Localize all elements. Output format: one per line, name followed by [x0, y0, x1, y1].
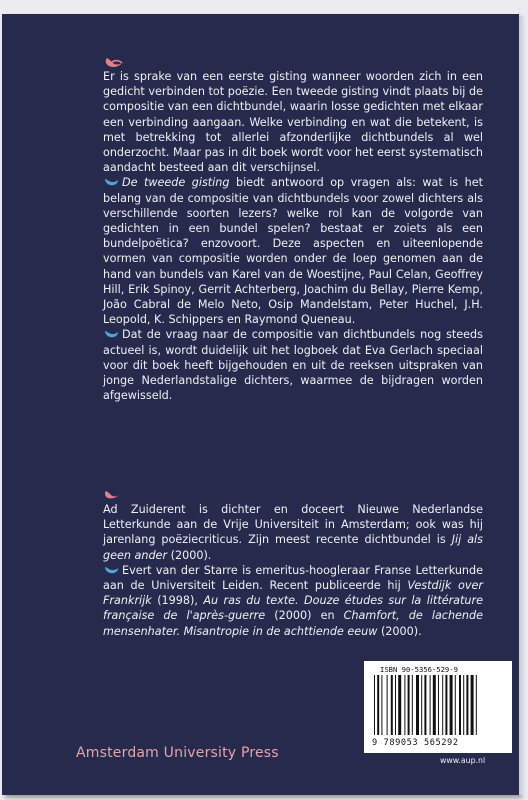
bio-zuiderent-book-title: Jij als geen ander	[103, 533, 483, 562]
book-title-italic: De tweede gisting	[122, 176, 230, 190]
blurb-paragraph-3	[103, 327, 483, 403]
blurb-text	[103, 57, 483, 403]
pink-drop-mark-icon	[103, 490, 483, 501]
bio-starre-text-b: (1998),	[151, 594, 204, 608]
website-url: www.aup.nl	[440, 756, 486, 765]
blue-drop-mark-icon	[103, 564, 119, 574]
bio-zuiderent-year: (2000).	[167, 548, 212, 562]
isbn-label: ISBN 90-5356-529-9	[380, 665, 458, 674]
bio-starre-text-a: Evert van der Starre is emeritus-hoogleraar Franse Letterkunde aan de Universiteit Leiden. Recent publiceerde hij	[103, 563, 483, 593]
blue-drop-mark-icon	[103, 328, 119, 338]
blurb-paragraph-2-text: biedt antwoord op vragen als: wat is het belang van de compositie van dichtbundels voor zowel dichters als verschillende soorten lezers? welke rol kan de volgorde van gedichten in een bundel spelen? bestaat er zoiets als een bundelpoëtica? enzovoort. Deze aspecten en uiteenlopende vormen van compositie worden onder de loep genomen aan de hand van bundels van Karel van de Woestijne, Paul Celan, Geoffrey Hill, Erik Spinoy, Gerrit Achterberg, Joachim du Bellay, Pierre Kemp, João Cabral de Melo Neto, Osip Mandelstam, Peter Huchel, J.H. Leopold, K. Schippers en Raymond Queneau.	[103, 176, 483, 327]
bio-starre-title-1: Vestdijk over Frankrijk	[103, 579, 483, 608]
publisher-name: Amsterdam University Press	[76, 745, 279, 761]
bio-starre-text-c: (2000) en	[265, 609, 344, 623]
barcode-panel	[364, 661, 512, 753]
bio-starre-title-3: Chamfort, de lachende mensenhater. Misantropie in de achttiende eeuw	[103, 609, 483, 638]
bio-van-der-starre	[103, 563, 483, 639]
bio-starre-title-2: Au ras du texte. Douze études sur la littérature française de l'après-guerre	[103, 594, 483, 623]
barcode-icon	[372, 675, 506, 737]
blue-drop-mark-icon	[103, 176, 119, 186]
blurb-paragraph-1: Er is sprake van een eerste gisting wanneer woorden zich in een gedicht verbinden tot poëzie. Een tweede gisting vindt plaats bij de compositie van een dichtbundel, waarin losse gedichten met elkaar een verbinding aangaan. Welke verbinding en wat die betekent, is met betrekking tot allerlei afzonderlijke dichtbundels al wel onderzocht. Maar pas in dit boek wordt voor het eerst systematisch aandacht besteed aan dit verschijnsel.	[103, 70, 483, 175]
pink-drop-mark-icon	[103, 57, 483, 68]
blurb-paragraph-2	[103, 175, 483, 327]
barcode-digits: 9 789053 565292	[372, 738, 459, 748]
author-bios	[103, 490, 483, 639]
bio-zuiderent-text: Ad Zuiderent is dichter en doceert Nieuwe Nederlandse Letterkunde aan de Vrije Universiteit in Amsterdam; ook was hij jarenlang poëziecriticus. Zijn meest recente dichtbundel is	[103, 503, 483, 547]
bio-zuiderent	[103, 502, 483, 563]
blurb-paragraph-3-text: Dat de vraag naar de compositie van dichtbundels nog steeds actueel is, wordt duidelijk uit het logboek dat Eva Gerlach speciaal voor dit boek heeft bijgehouden en uit de reeksen uitspraken van jonge Nederlandstalige dichters, waarmee de bijdragen worden afgewisseld.	[103, 328, 483, 403]
bio-starre-text-d: (2000).	[377, 624, 422, 638]
